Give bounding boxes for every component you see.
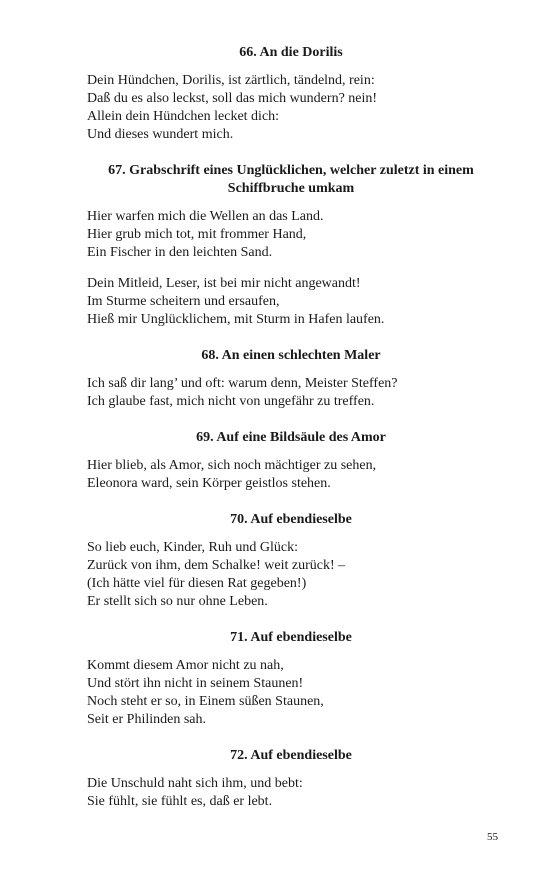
verse-line: Hier blieb, als Amor, sich noch mächtiger zu sehen, (87, 458, 377, 473)
verse-line: Und dieses wundert mich. (87, 127, 234, 142)
stanza (87, 275, 495, 329)
verse-line: Hieß mir Unglücklichem, mit Sturm in Hafen laufen. (87, 312, 385, 327)
verse-line: Und stört ihn nicht in seinem Staunen! (87, 676, 304, 691)
verse-line: Hier grub mich tot, mit frommer Hand, (87, 227, 307, 242)
verse-line: Die Unschuld naht sich ihm, und bebt: (87, 776, 303, 791)
poem-title: 66. An die Dorilis (239, 45, 343, 60)
stanza (87, 72, 495, 144)
verse-line: So lieb euch, Kinder, Ruh und Glück: (87, 540, 298, 555)
stanza (87, 775, 495, 811)
stanza (87, 539, 495, 611)
verse-line: Allein dein Hündchen lecket dich: (87, 109, 280, 124)
poem-title: 71. Auf ebendieselbe (230, 630, 352, 645)
verse-line: Zurück von ihm, dem Schalke! weit zurück! – (87, 558, 346, 573)
poem-title: 70. Auf ebendieselbe (230, 512, 352, 527)
poem-title: 69. Auf eine Bildsäule des Amor (196, 430, 386, 445)
poem-72 (87, 747, 495, 811)
verse-line: Ich saß dir lang’ und oft: warum denn, Meister Steffen? (87, 376, 398, 391)
poem-66 (87, 44, 495, 144)
stanza (87, 457, 495, 493)
verse-line: Seit er Philinden sah. (87, 712, 206, 727)
stanza (87, 657, 495, 729)
poem-title: 67. Grabschrift eines Unglücklichen, welcher zuletzt in einem Schiffbruche umkam (108, 163, 474, 196)
verse-line: (Ich hätte viel für diesen Rat gegeben!) (87, 576, 307, 591)
verse-line: Hier warfen mich die Wellen an das Land. (87, 209, 324, 224)
verse-line: Dein Hündchen, Dorilis, ist zärtlich, tändelnd, rein: (87, 73, 375, 88)
page-body (87, 44, 495, 811)
verse-line: Dein Mitleid, Leser, ist bei mir nicht angewandt! (87, 276, 361, 291)
poem-title: 68. An einen schlechten Maler (201, 348, 381, 363)
verse-line: Er stellt sich so nur ohne Leben. (87, 594, 268, 609)
poem-69 (87, 429, 495, 493)
page-number: 55 (487, 831, 498, 843)
verse-line: Eleonora ward, sein Körper geistlos stehen. (87, 476, 331, 491)
poem-67 (87, 162, 495, 329)
verse-line: Im Sturme scheitern und ersaufen, (87, 294, 280, 309)
poem-71 (87, 629, 495, 729)
poem-70 (87, 511, 495, 611)
verse-line: Ein Fischer in den leichten Sand. (87, 245, 273, 260)
stanza (87, 208, 495, 262)
poem-68 (87, 347, 495, 411)
verse-line: Ich glaube fast, mich nicht von ungefähr zu treffen. (87, 394, 375, 409)
verse-line: Daß du es also leckst, soll das mich wundern? nein! (87, 91, 378, 106)
verse-line: Kommt diesem Amor nicht zu nah, (87, 658, 284, 673)
poem-title: 72. Auf ebendieselbe (230, 748, 352, 763)
verse-line: Sie fühlt, sie fühlt es, daß er lebt. (87, 794, 273, 809)
stanza (87, 375, 495, 411)
verse-line: Noch steht er so, in Einem süßen Staunen, (87, 694, 324, 709)
